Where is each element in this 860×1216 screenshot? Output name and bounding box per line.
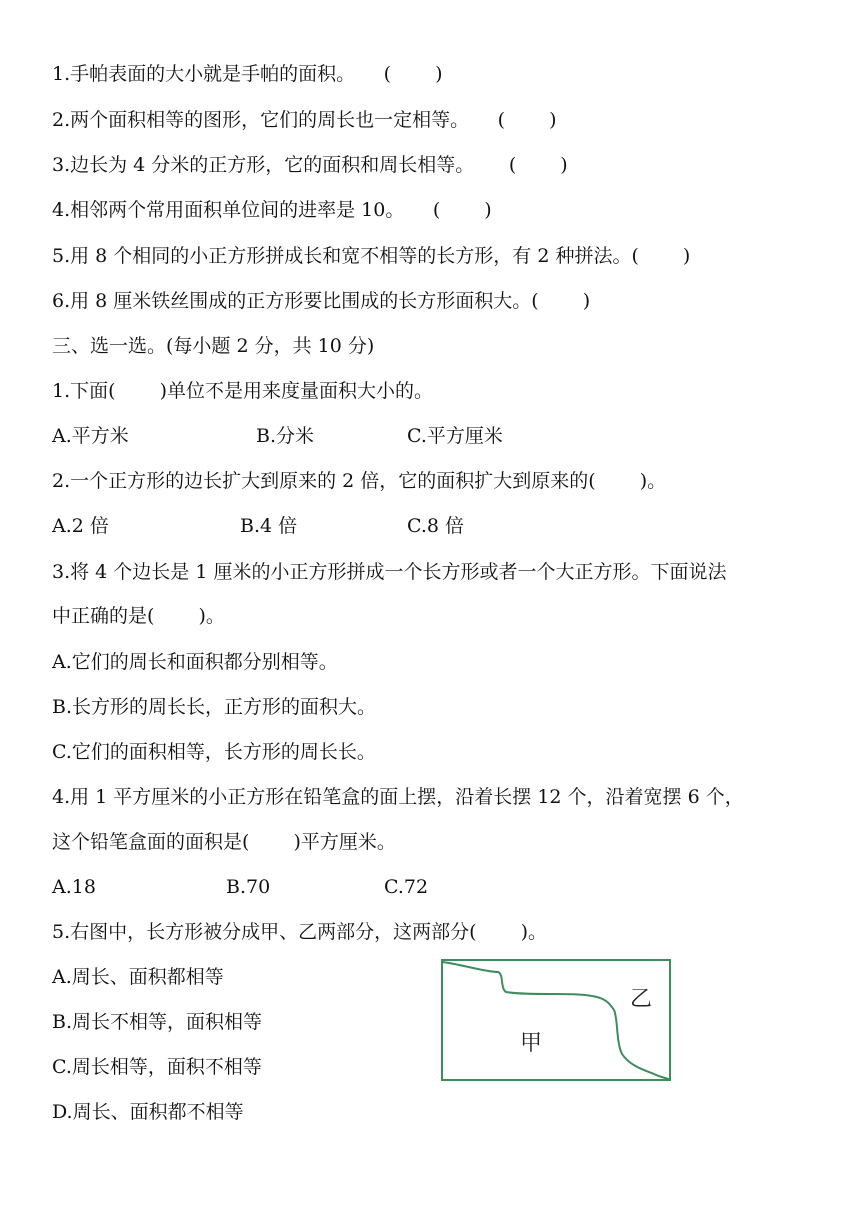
- q5-option-a: A.周长、面积都相等: [52, 966, 224, 988]
- section-heading: 三、选一选。(每小题 2 分，共 10 分): [52, 335, 375, 357]
- dividing-curve: [442, 962, 670, 1080]
- q2-option-c: C.8 倍: [407, 515, 465, 537]
- judge-item-3: 3.边长为 4 分米的正方形，它的面积和周长相等。 ( ): [52, 154, 568, 176]
- q3-stem-line-2: 中正确的是( )。: [52, 605, 225, 627]
- judge-item-1: 1.手帕表面的大小就是手帕的面积。 ( ): [52, 63, 443, 85]
- q5-figure: [440, 958, 672, 1082]
- outer-rectangle: [442, 960, 670, 1080]
- q5-stem: 5.右图中，长方形被分成甲、乙两部分，这两部分( )。: [52, 921, 547, 943]
- q1-stem: 1.下面( )单位不是用来度量面积大小的。: [52, 380, 433, 402]
- judge-item-6: 6.用 8 厘米铁丝围成的正方形要比围成的长方形面积大。( ): [52, 290, 591, 312]
- q5-option-b: B.周长不相等，面积相等: [52, 1011, 263, 1033]
- q5-option-d: D.周长、面积都不相等: [52, 1101, 244, 1123]
- q3-option-a: A.它们的周长和面积都分别相等。: [52, 651, 338, 673]
- q4-stem-line-1: 4.用 1 平方厘米的小正方形在铅笔盒的面上摆，沿着长摆 12 个，沿着宽摆 6 个，: [52, 786, 744, 808]
- q1-option-a: A.平方米: [52, 425, 129, 447]
- q3-option-b: B.长方形的周长长，正方形的面积大。: [52, 696, 377, 718]
- q5-option-c: C.周长相等，面积不相等: [52, 1056, 262, 1078]
- q3-stem-line-1: 3.将 4 个边长是 1 厘米的小正方形拼成一个长方形或者一个大正方形。下面说法: [52, 561, 727, 583]
- region-label-jia: 甲: [520, 1031, 543, 1056]
- rectangle-diagram: [440, 958, 672, 1082]
- q4-option-c: C.72: [384, 876, 429, 898]
- judge-item-5: 5.用 8 个相同的小正方形拼成长和宽不相等的长方形，有 2 种拼法。( ): [52, 245, 691, 267]
- region-label-yi: 乙: [630, 987, 653, 1012]
- q1-option-c: C.平方厘米: [407, 425, 503, 447]
- q2-stem: 2.一个正方形的边长扩大到原来的 2 倍，它的面积扩大到原来的( )。: [52, 470, 667, 492]
- q4-option-b: B.70: [226, 876, 271, 898]
- q3-option-c: C.它们的面积相等，长方形的周长长。: [52, 741, 376, 763]
- q2-option-b: B.4 倍: [240, 515, 298, 537]
- judge-item-2: 2.两个面积相等的图形，它们的周长也一定相等。 ( ): [52, 109, 557, 131]
- judge-item-4: 4.相邻两个常用面积单位间的进率是 10。 ( ): [52, 199, 492, 221]
- q2-option-a: A.2 倍: [52, 515, 109, 537]
- q4-option-a: A.18: [52, 876, 96, 898]
- q4-stem-line-2: 这个铅笔盒面的面积是( )平方厘米。: [52, 831, 396, 853]
- q1-option-b: B.分米: [256, 425, 315, 447]
